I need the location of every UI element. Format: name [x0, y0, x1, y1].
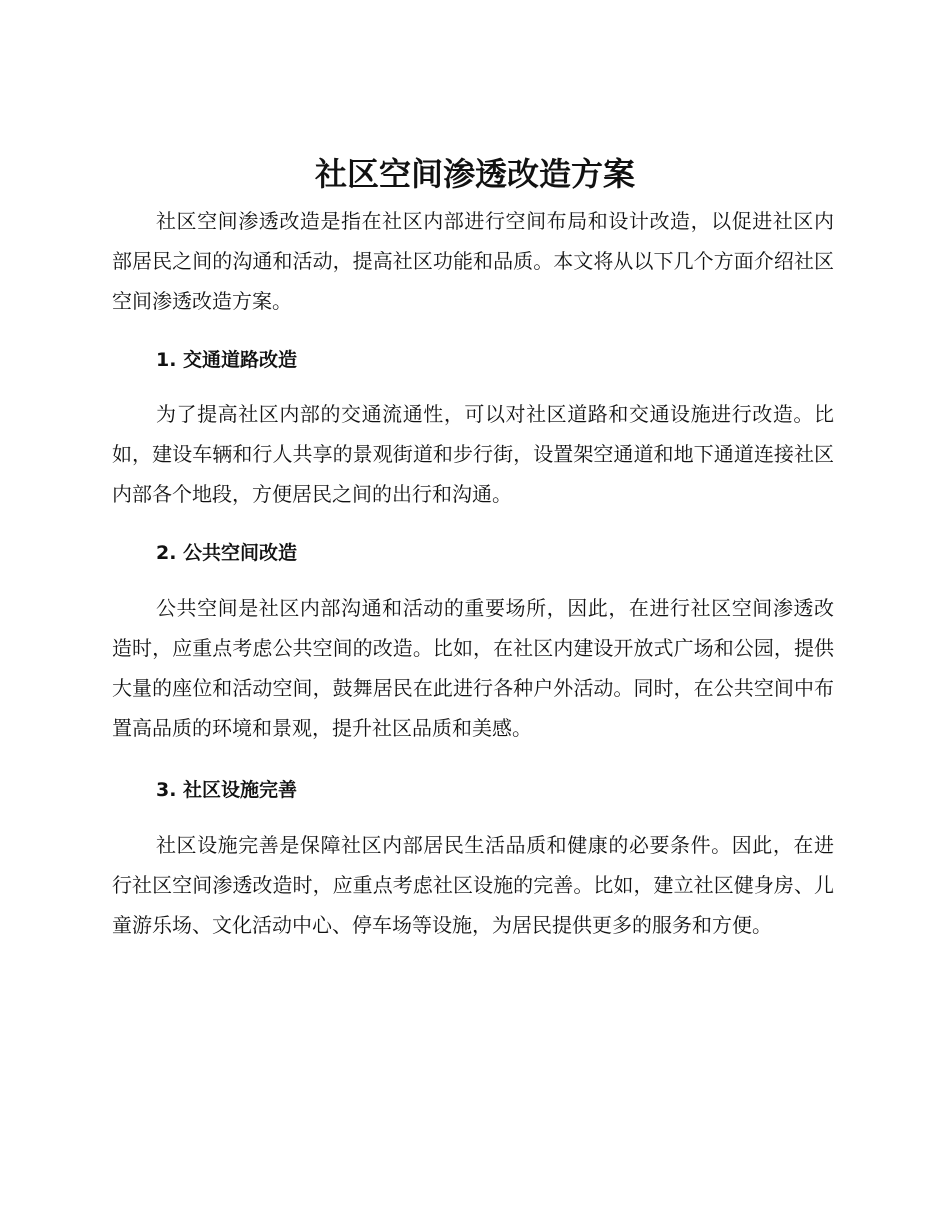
section-body-public-space: 公共空间是社区内部沟通和活动的重要场所，因此，在进行社区空间渗透改造时，应重点考虑公共空间的改造。比如，在社区内建设开放式广场和公园，提供大量的座位和活动空间，鼓舞居民在此进行各种户外活动。同时，在公共空间中布置高品质的环境和景观，提升社区品质和美感。 — [112, 596, 834, 740]
section-heading-facilities: 3. 社区设施完善 — [156, 779, 298, 801]
document-title: 社区空间渗透改造方案 — [314, 155, 635, 193]
section-heading-traffic: 1. 交通道路改造 — [156, 349, 298, 371]
section-body-traffic: 为了提高社区内部的交通流通性，可以对社区道路和交通设施进行改造。比如，建设车辆和行人共享的景观街道和步行街，设置架空通道和地下通道连接社区内部各个地段，方便居民之间的出行和沟通。 — [112, 402, 834, 506]
section-body-facilities: 社区设施完善是保障社区内部居民生活品质和健康的必要条件。因此，在进行社区空间渗透改造时，应重点考虑社区设施的完善。比如，建立社区健身房、儿童游乐场、文化活动中心、停车场等设施，为居民提供更多的服务和方便。 — [112, 833, 834, 937]
section-heading-public-space: 2. 公共空间改造 — [156, 542, 298, 564]
intro-paragraph: 社区空间渗透改造是指在社区内部进行空间布局和设计改造，以促进社区内部居民之间的沟通和活动，提高社区功能和品质。本文将从以下几个方面介绍社区空间渗透改造方案。 — [112, 209, 834, 313]
